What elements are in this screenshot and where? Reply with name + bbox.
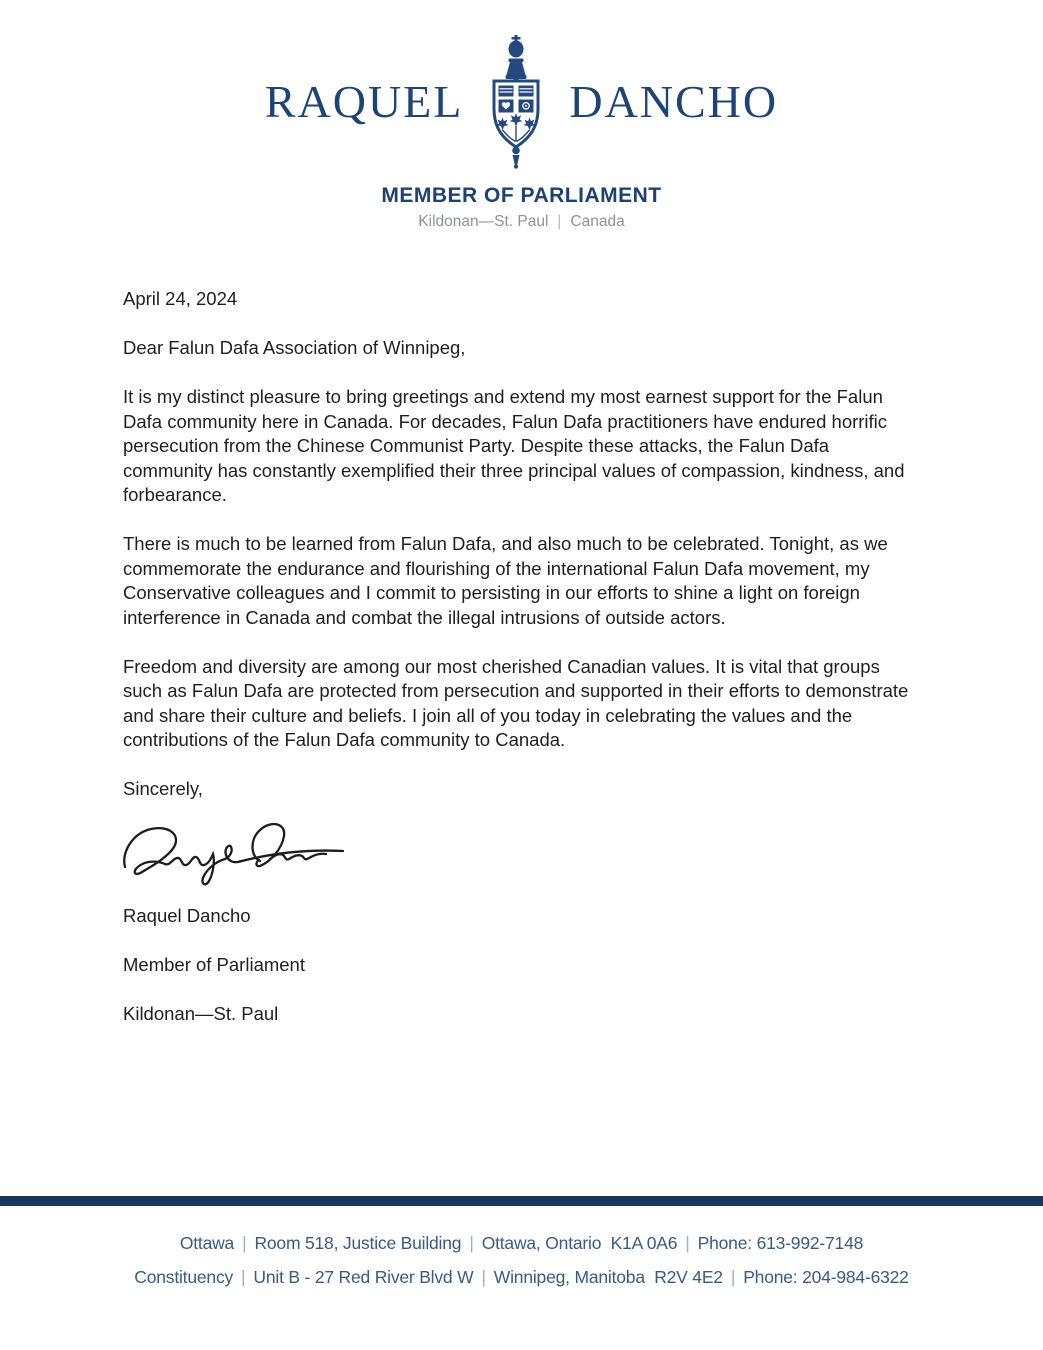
country-name: Canada: [570, 213, 625, 230]
last-name: DANCHO: [569, 76, 779, 127]
letterhead-name-row: [0, 34, 1043, 170]
footer-office-phone: Phone: 613-992-7148: [697, 1233, 864, 1253]
footer-separator: |: [730, 1267, 736, 1287]
signer-title: Member of Parliament: [123, 953, 305, 975]
footer-separator: |: [242, 1233, 247, 1253]
riding-name: Kildonan—St. Paul: [418, 213, 549, 230]
first-name: RAQUEL: [264, 76, 464, 127]
closing: Sincerely,: [123, 778, 203, 799]
paragraph-1: It is my distinct pleasure to bring greetings and extend my most earnest support for the Falun Dafa community here in Canada. For decades, Falun Dafa practitioners have endured horrific persecution from the Chinese Communist Party. Despite these attacks, the Falun Dafa community has constantly exemplified their three principal values of compassion, kindness, and forbearance.: [123, 386, 905, 505]
paragraph-2: There is much to be learned from Falun Dafa, and also much to be celebrated. Tonight, as we commemorate the endurance and flourishing of the international Falun Dafa movement, my Conservative colleagues and I commit to persisting in our efforts to shine a light on foreign interference in Canada and combat the illegal intrusions of outside actors.: [123, 533, 888, 628]
footer-constituency-city: Winnipeg, Manitoba R2V 4E2: [493, 1267, 723, 1287]
footer-separator: |: [241, 1267, 246, 1287]
riding-separator: |: [557, 213, 562, 230]
salutation: Dear Falun Dafa Association of Winnipeg,: [123, 337, 466, 358]
raquel-dancho-signature-icon: [118, 804, 923, 896]
footer-divider-bar: [0, 1196, 1043, 1206]
footer-line-ottawa: [0, 1226, 1043, 1260]
footer-constituency-address: Unit B - 27 Red River Blvd W: [253, 1267, 474, 1287]
member-title: MEMBER OF PARLIAMENT: [381, 184, 662, 207]
footer-office-address: Room 518, Justice Building: [254, 1233, 462, 1253]
letter-footer: [0, 1226, 1043, 1294]
letterhead: [0, 0, 1043, 231]
paragraph-3: Freedom and diversity are among our most cherished Canadian values. It is vital that groups such as Falun Dafa are protected from persecution and supported in their efforts to demonstrate and share their culture and beliefs. I join all of you today in celebrating the values and the contributions of the Falun Dafa community to Canada.: [123, 655, 909, 750]
footer-office-city: Ottawa, Ontario K1A 0A6: [481, 1233, 678, 1253]
footer-constituency-phone: Phone: 204-984-6322: [743, 1267, 909, 1287]
signer-riding: Kildonan—St. Paul: [123, 1002, 279, 1024]
signer-block: [123, 904, 923, 1027]
footer-constituency-label: Constituency: [134, 1267, 234, 1287]
footer-office-label: Ottawa: [179, 1233, 235, 1253]
riding-line: [0, 213, 1043, 231]
parliamentary-mace-crest-icon: [489, 35, 543, 169]
footer-separator: |: [469, 1233, 474, 1253]
letter-date: April 24, 2024: [123, 288, 238, 309]
letter-body: [123, 287, 923, 1026]
footer-separator: |: [481, 1267, 486, 1287]
signer-name: Raquel Dancho: [123, 904, 251, 926]
footer-line-constituency: [0, 1260, 1043, 1294]
footer-separator: |: [685, 1233, 690, 1253]
